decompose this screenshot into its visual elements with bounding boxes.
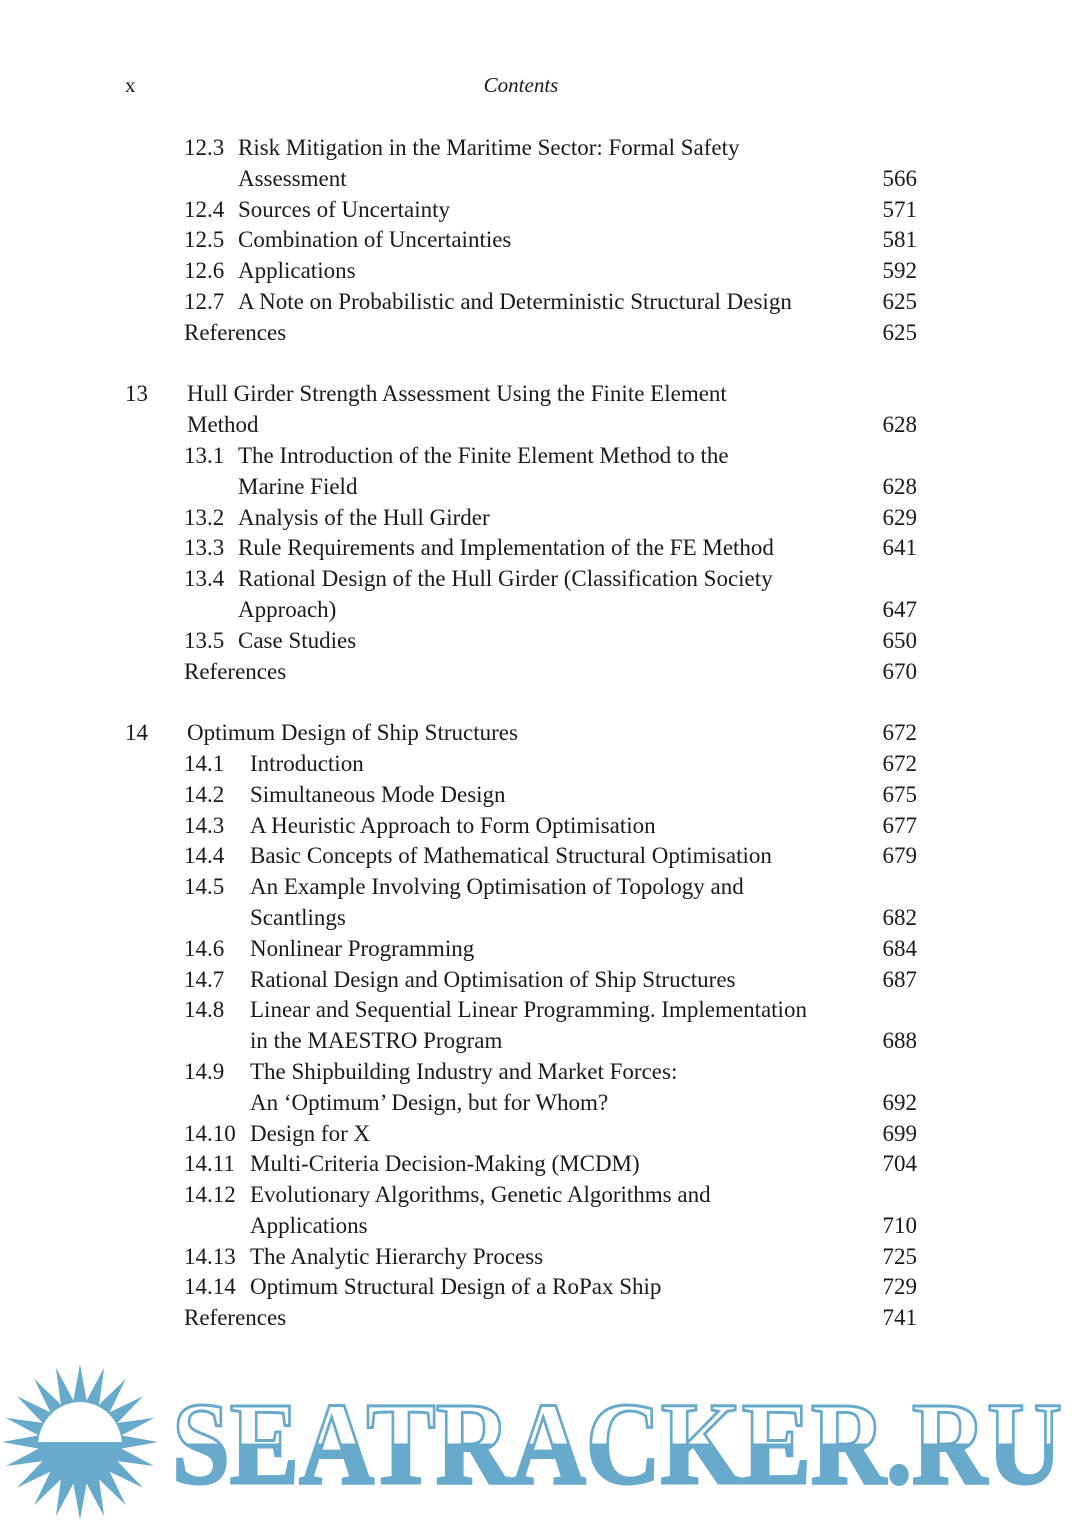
section-number: 13.4 (184, 566, 225, 592)
section-number: 14.2 (184, 781, 225, 807)
section-number: 14.7 (184, 966, 225, 992)
section-title-line: Linear and Sequential Linear Programming. Implementation (250, 997, 807, 1023)
section-number: 14.4 (184, 843, 225, 869)
section-page-number: 677 (882, 812, 917, 838)
section-number: 12.7 (184, 288, 225, 314)
section-number: 14.6 (184, 935, 225, 961)
section-number: 12.3 (184, 135, 225, 160)
section-title-line: A Note on Probabilistic and Deterministic Structural Design (238, 288, 792, 314)
section-number: 14.11 (184, 1151, 235, 1177)
section-page-number: 650 (882, 627, 917, 653)
section-title-line: Multi-Criteria Decision-Making (MCDM) (250, 1151, 640, 1177)
section-page-number: 628 (882, 473, 917, 499)
page-number: x (125, 73, 136, 97)
section-page-number: 641 (882, 535, 917, 561)
section-title (250, 1149, 917, 1180)
section-title-line: Case Studies (238, 627, 357, 653)
section-number: 14.1 (184, 750, 225, 776)
chapter-title (187, 718, 917, 749)
chapter-page-number: 672 (882, 720, 917, 746)
section-number: 13.1 (184, 442, 225, 468)
section-title-line: Simultaneous Mode Design (250, 781, 506, 807)
section-title (250, 811, 917, 842)
section-number: 14.13 (184, 1243, 236, 1269)
section-title (238, 533, 917, 564)
section-title-line: Nonlinear Programming (250, 935, 475, 961)
section-page-number: 725 (882, 1243, 917, 1269)
section-page-number: 687 (882, 966, 917, 992)
section-title-line: The Shipbuilding Industry and Market Forces: (250, 1058, 678, 1084)
section-entry (125, 1242, 917, 1273)
references-entry (125, 318, 917, 349)
section-page-number: 684 (882, 935, 917, 961)
section-title (238, 564, 917, 626)
section-entry (125, 287, 917, 318)
section-number: 14.10 (184, 1120, 236, 1146)
section-title-line: Approach) (238, 596, 337, 622)
section-entry (125, 133, 917, 195)
section-number: 14.14 (184, 1274, 236, 1300)
section-page-number: 566 (882, 165, 917, 191)
section-title-line: Design for X (250, 1120, 371, 1146)
section-number: 13.3 (184, 535, 225, 561)
section-page-number: 647 (882, 596, 917, 622)
section-entry (125, 256, 917, 287)
section-entry (125, 841, 917, 872)
section-entry (125, 965, 917, 996)
section-title-line: Rational Design and Optimisation of Ship Structures (250, 966, 736, 992)
section-title-line: The Introduction of the Finite Element Method to the (238, 442, 729, 468)
section-page-number: 625 (882, 288, 917, 314)
chapter-title (187, 379, 917, 441)
section-title-line: in the MAESTRO Program (250, 1028, 503, 1054)
section-page-number: 704 (882, 1151, 917, 1177)
section-page-number: 710 (882, 1212, 917, 1238)
section-number: 12.6 (184, 258, 225, 284)
section-number: 12.4 (184, 196, 225, 222)
references-entry (125, 657, 917, 688)
section-title-line: Applications (250, 1212, 368, 1238)
section-title (238, 225, 917, 256)
section-title-line: An ‘Optimum’ Design, but for Whom? (250, 1089, 609, 1115)
section-title-line: Rational Design of the Hull Girder (Classification Society (238, 566, 773, 592)
section-title (250, 934, 917, 965)
section-entry (125, 872, 917, 934)
section-entry (125, 564, 917, 626)
section-number: 13.2 (184, 504, 225, 530)
section-title (238, 441, 917, 503)
chapter-block (125, 133, 917, 349)
section-title (238, 133, 917, 195)
section-title-line: Combination of Uncertainties (238, 227, 512, 253)
chapter-entry (125, 718, 917, 749)
section-title (238, 626, 917, 657)
chapter-title-line: Method (187, 412, 259, 438)
chapter-number: 14 (125, 720, 148, 746)
references-entry (125, 1303, 917, 1334)
section-title-line: Introduction (250, 750, 364, 776)
section-title (250, 1119, 917, 1150)
chapter-block (125, 718, 917, 1334)
section-title-line: Rule Requirements and Implementation of the FE Method (238, 535, 774, 561)
section-title (250, 749, 917, 780)
table-of-contents (125, 133, 917, 1365)
section-entry (125, 1057, 917, 1119)
section-page-number: 688 (882, 1028, 917, 1054)
chapter-page-number: 628 (882, 412, 917, 438)
running-title: Contents (483, 73, 559, 97)
section-title (238, 287, 917, 318)
section-entry (125, 995, 917, 1057)
chapter-block (125, 379, 917, 687)
references-page-number: 741 (882, 1305, 917, 1331)
section-page-number: 571 (882, 196, 917, 222)
references-label: References (184, 319, 287, 345)
references-label: References (184, 1305, 287, 1331)
section-page-number: 682 (882, 904, 917, 930)
section-entry (125, 780, 917, 811)
section-title-line: Scantlings (250, 904, 346, 930)
section-title (250, 841, 917, 872)
watermark-text: SEATRACKER.RU (172, 1378, 1062, 1509)
section-title-line: An Example Involving Optimisation of Topology and (250, 874, 744, 900)
section-title (238, 195, 917, 226)
chapter-title-line: Hull Girder Strength Assessment Using the Finite Element (187, 381, 727, 407)
section-entry (125, 195, 917, 226)
section-page-number: 581 (882, 227, 917, 253)
section-title-line: Analysis of the Hull Girder (238, 504, 490, 530)
section-title (238, 256, 917, 287)
section-title (250, 872, 917, 934)
section-entry (125, 533, 917, 564)
section-title-line: Applications (238, 258, 356, 284)
section-entry (125, 626, 917, 657)
section-page-number: 679 (882, 843, 917, 869)
section-title (250, 1057, 917, 1119)
section-entry (125, 934, 917, 965)
section-entry (125, 1119, 917, 1150)
section-page-number: 672 (882, 750, 917, 776)
section-number: 13.5 (184, 627, 225, 653)
section-title (250, 1242, 917, 1273)
section-title-line: Optimum Structural Design of a RoPax Ship (250, 1274, 662, 1300)
section-entry (125, 811, 917, 842)
section-number: 14.8 (184, 997, 225, 1023)
section-title (250, 1180, 917, 1242)
section-title-line: Marine Field (238, 473, 358, 499)
section-page-number: 729 (882, 1274, 917, 1300)
section-title (250, 1272, 917, 1303)
section-entry (125, 1272, 917, 1303)
section-number: 14.3 (184, 812, 225, 838)
section-entry (125, 1149, 917, 1180)
sun-icon (2, 1364, 158, 1520)
section-page-number: 629 (882, 504, 917, 530)
section-title-line: The Analytic Hierarchy Process (250, 1243, 544, 1269)
references-page-number: 670 (882, 658, 917, 684)
chapter-entry (125, 379, 917, 441)
chapter-title-line: Optimum Design of Ship Structures (187, 720, 518, 746)
references-page-number: 625 (882, 319, 917, 345)
section-number: 12.5 (184, 227, 225, 253)
section-title-line: Risk Mitigation in the Maritime Sector: Formal Safety (238, 135, 740, 160)
section-title (250, 780, 917, 811)
section-title-line: A Heuristic Approach to Form Optimisation (250, 812, 656, 838)
section-entry (125, 1180, 917, 1242)
section-title-line: Evolutionary Algorithms, Genetic Algorithms and (250, 1182, 711, 1208)
section-entry (125, 225, 917, 256)
section-page-number: 592 (882, 258, 917, 284)
section-entry (125, 749, 917, 780)
section-page-number: 692 (882, 1089, 917, 1115)
references-label: References (184, 658, 287, 684)
section-title-line: Sources of Uncertainty (238, 196, 451, 222)
section-title (250, 995, 917, 1057)
section-number: 14.5 (184, 874, 225, 900)
chapter-number: 13 (125, 381, 148, 407)
section-page-number: 699 (882, 1120, 917, 1146)
section-page-number: 675 (882, 781, 917, 807)
section-number: 14.12 (184, 1182, 236, 1208)
section-title (238, 503, 917, 534)
section-entry (125, 441, 917, 503)
section-entry (125, 503, 917, 534)
section-title-line: Assessment (238, 165, 347, 191)
section-title-line: Basic Concepts of Mathematical Structural Optimisation (250, 843, 772, 869)
seatracker-watermark-logo (0, 1350, 1080, 1521)
section-title (250, 965, 917, 996)
section-number: 14.9 (184, 1058, 225, 1084)
